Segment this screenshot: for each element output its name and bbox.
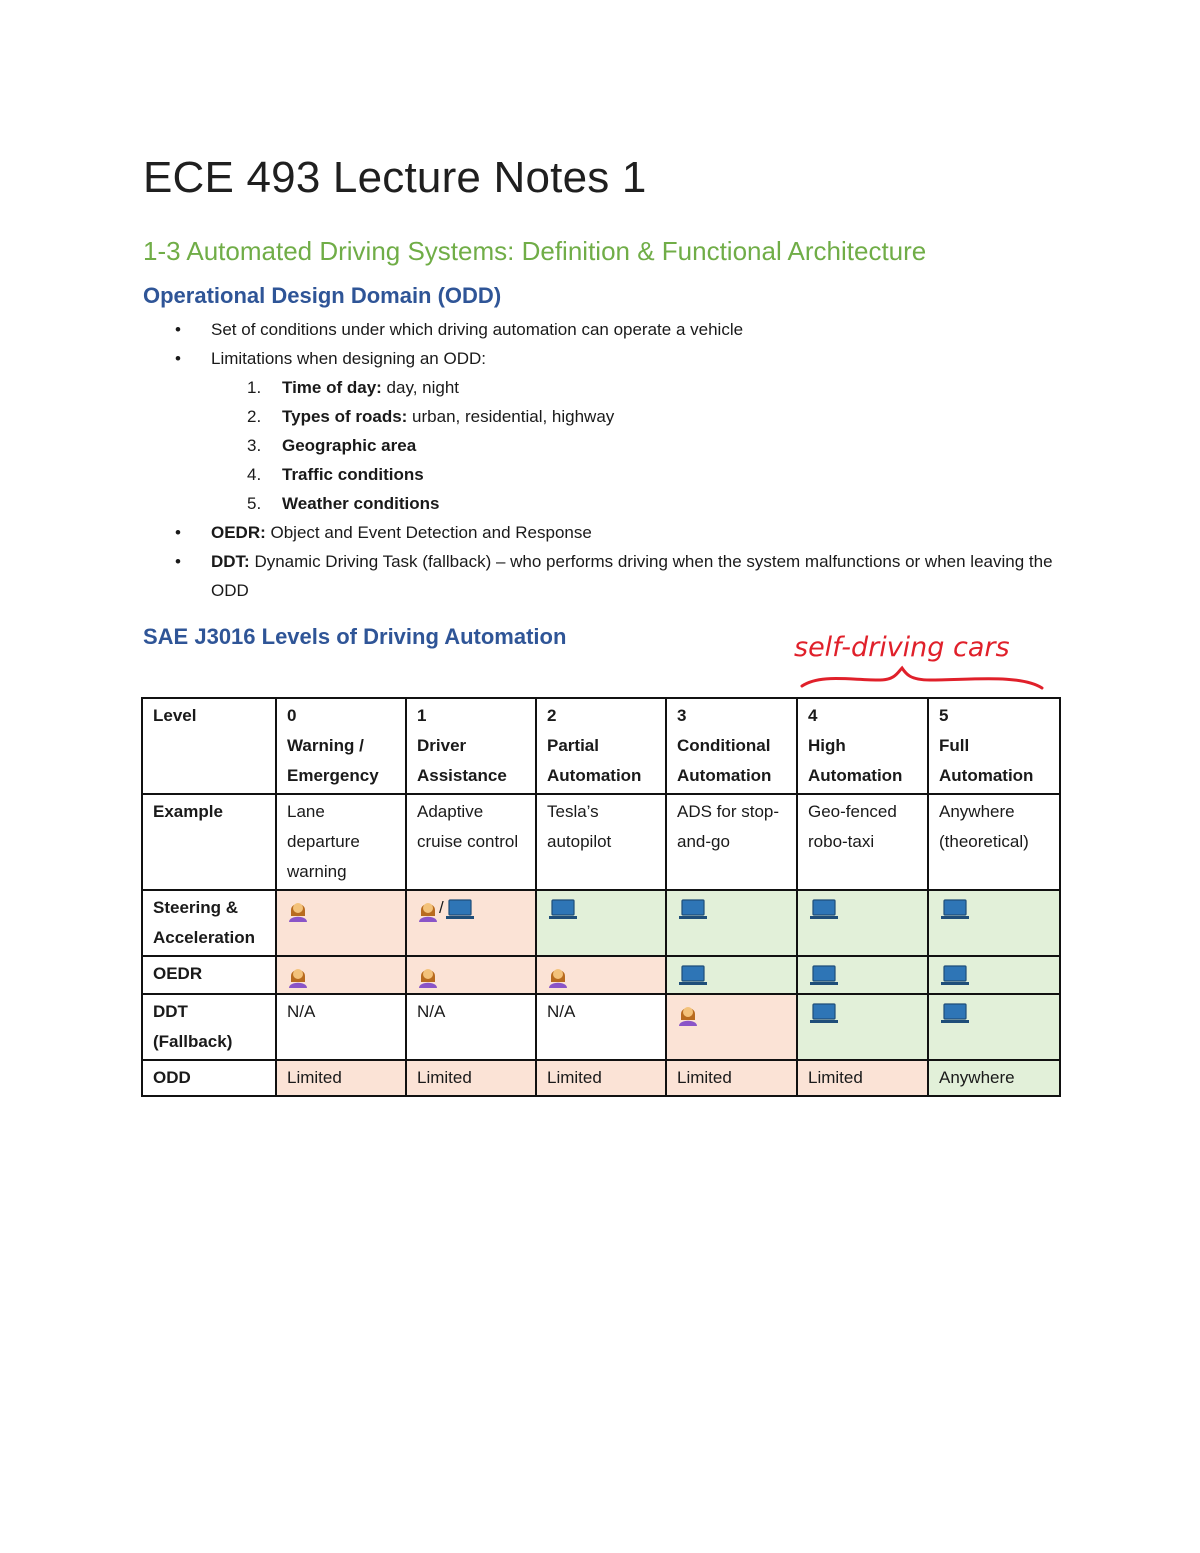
item-number: 4.	[247, 465, 262, 484]
example-cell: Geo-fenced robo-taxi	[797, 794, 928, 890]
item-number: 1.	[247, 378, 262, 397]
bullet-dot: •	[175, 349, 181, 368]
level-header-cell: 1 Driver Assistance	[406, 698, 536, 794]
odd-limitations-list	[143, 373, 1063, 518]
limitation-item	[143, 431, 1063, 460]
example-cell: Adaptive cruise control	[406, 794, 536, 890]
item-number: 3.	[247, 436, 262, 455]
ddt-cell: N/A	[406, 994, 536, 1060]
table-row	[142, 794, 1060, 890]
table-row	[142, 890, 1060, 956]
limitation-label: Traffic conditions	[282, 465, 424, 484]
item-number: 5.	[247, 494, 262, 513]
steering-cell	[797, 890, 928, 956]
list-item: • Limitations when designing an ODD:	[143, 344, 1063, 373]
oedr-cell	[928, 956, 1060, 994]
woman-icon	[417, 964, 439, 988]
table-row	[142, 994, 1060, 1060]
sae-heading: SAE J3016 Levels of Driving Automation	[143, 624, 567, 649]
limitation-label: Weather conditions	[282, 494, 440, 513]
odd-cell: Limited	[276, 1060, 406, 1096]
computer-icon	[939, 1002, 971, 1026]
slash-separator: /	[439, 898, 444, 917]
limitation-label: Types of roads:	[282, 407, 408, 426]
example-cell: Tesla’s autopilot	[536, 794, 666, 890]
woman-icon	[287, 964, 309, 988]
example-cell: ADS for stop-and-go	[666, 794, 797, 890]
woman-icon	[287, 898, 309, 922]
computer-icon	[808, 964, 840, 988]
table-row	[142, 1060, 1060, 1096]
steering-cell	[406, 890, 536, 956]
ddt-cell	[928, 994, 1060, 1060]
list-item: • OEDR: Object and Event Detection and Response	[143, 518, 1063, 547]
oedr-cell	[666, 956, 797, 994]
woman-icon	[677, 1002, 699, 1026]
handwritten-annotation	[790, 628, 1050, 698]
item-number: 2.	[247, 407, 262, 426]
table-row	[142, 956, 1060, 994]
computer-icon	[808, 898, 840, 922]
ddt-cell: N/A	[536, 994, 666, 1060]
example-cell: Anywhere (theoretical)	[928, 794, 1060, 890]
oedr-cell	[797, 956, 928, 994]
computer-icon	[677, 898, 709, 922]
oedr-cell	[406, 956, 536, 994]
odd-cell: Limited	[797, 1060, 928, 1096]
steering-cell	[666, 890, 797, 956]
row-header: Example	[142, 794, 276, 890]
limitation-text: urban, residential, highway	[407, 407, 615, 426]
computer-icon	[547, 898, 579, 922]
level-header-cell: 2 Partial Automation	[536, 698, 666, 794]
limitation-item	[143, 402, 1063, 431]
odd-bullet-list	[143, 315, 1063, 605]
limitation-item	[143, 373, 1063, 402]
odd-cell: Limited	[536, 1060, 666, 1096]
limitation-label: Time of day:	[282, 378, 382, 397]
level-header-cell: 3 Conditional Automation	[666, 698, 797, 794]
level-header-cell: 5 Full Automation	[928, 698, 1060, 794]
bullet-dot: •	[175, 552, 181, 571]
level-header-cell: 0 Warning / Emergency	[276, 698, 406, 794]
odd-heading: Operational Design Domain (ODD)	[143, 283, 502, 308]
row-header: OEDR	[142, 956, 276, 994]
odd-cell: Anywhere	[928, 1060, 1060, 1096]
steering-cell	[536, 890, 666, 956]
bullet-dot: •	[175, 320, 181, 339]
computer-icon	[808, 1002, 840, 1026]
level-header-cell: 4 High Automation	[797, 698, 928, 794]
woman-icon	[547, 964, 569, 988]
row-header: Steering & Acceleration	[142, 890, 276, 956]
limitation-item	[143, 460, 1063, 489]
list-item: • Set of conditions under which driving automation can operate a vehicle	[143, 315, 1063, 344]
computer-icon	[939, 964, 971, 988]
ddt-cell	[797, 994, 928, 1060]
list-item: • DDT: Dynamic Driving Task (fallback) – who performs driving when the system malfunctions or when leaving the ODD	[143, 547, 1063, 605]
woman-icon	[417, 898, 439, 922]
odd-cell: Limited	[666, 1060, 797, 1096]
section-subtitle: 1-3 Automated Driving Systems: Definition & Functional Architecture	[143, 236, 927, 266]
row-header: ODD	[142, 1060, 276, 1096]
page-title: ECE 493 Lecture Notes 1	[143, 153, 647, 202]
sae-levels-table	[141, 697, 1061, 1097]
ddt-cell	[666, 994, 797, 1060]
computer-icon	[444, 898, 476, 922]
annotation-text: self-driving cars	[794, 632, 1010, 663]
limitation-label: Geographic area	[282, 436, 417, 455]
limitation-item	[143, 489, 1063, 518]
computer-icon	[939, 898, 971, 922]
limitation-text: day, night	[381, 378, 460, 397]
steering-cell	[276, 890, 406, 956]
oedr-cell	[536, 956, 666, 994]
row-header: Level	[142, 698, 276, 794]
example-cell: Lane departure warning	[276, 794, 406, 890]
oedr-cell	[276, 956, 406, 994]
ddt-cell: N/A	[276, 994, 406, 1060]
steering-cell	[928, 890, 1060, 956]
table-row	[142, 698, 1060, 794]
row-header: DDT (Fallback)	[142, 994, 276, 1060]
brace-mark	[802, 668, 1042, 688]
bullet-dot: •	[175, 523, 181, 542]
computer-icon	[677, 964, 709, 988]
odd-cell: Limited	[406, 1060, 536, 1096]
